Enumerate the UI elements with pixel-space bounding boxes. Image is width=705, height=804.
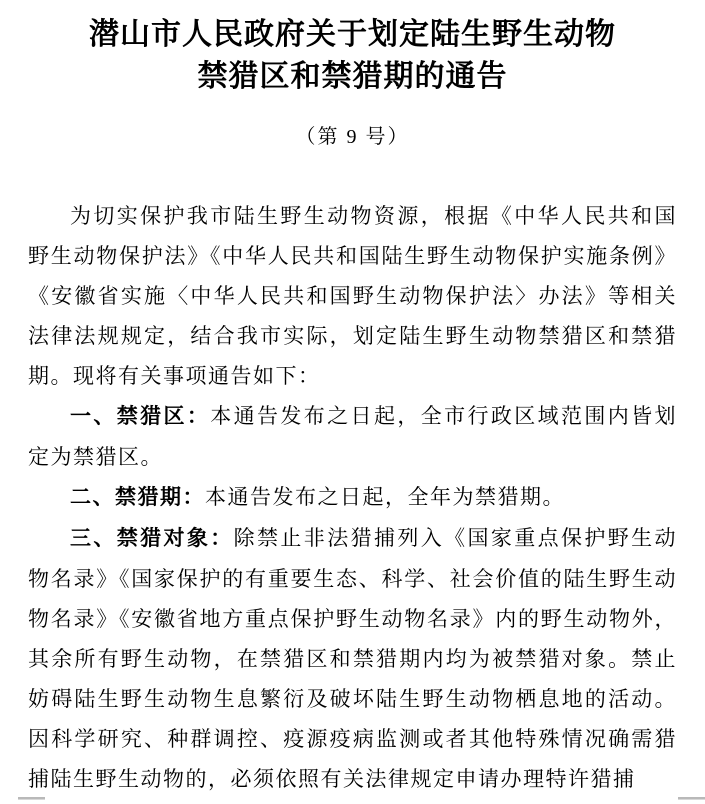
- document-title: [28, 14, 677, 98]
- paragraph-item-no-hunting-zone: [28, 396, 677, 477]
- issue-number: （第 9 号）: [295, 126, 410, 148]
- page-edge-mark-right: [678, 797, 705, 800]
- page-edge-mark-left: [18, 797, 45, 800]
- document-title-line-1: 潜山市人民政府关于划定陆生野生动物: [89, 18, 616, 51]
- paragraph-item-3-text: 除禁止非法猎捕列入《国家重点保护野生动物名录》《国家保护的有重要生态、科学、社会价值的陆生野生动物名录》《安徽省地方重点保护野生动物名录》内的野生动物外，其余所有野生动物，在禁猎区和禁猎期内均为被禁猎对象。禁止妨碍陆生野生动物生息繁衍及破坏陆生野生动物栖息地的活动。因科学研究、种群调控、疫源疫病监测或者其他特殊情况确需猎捕陆生野生动物的，必须依照有关法律规定申请办理特许猎捕: [28, 526, 678, 791]
- paragraph-item-3-lead: 三、禁猎对象：: [70, 527, 234, 550]
- paragraph-intro: [28, 196, 677, 396]
- paragraph-item-no-hunting-period: [28, 477, 677, 518]
- paragraph-item-protected-targets: [28, 518, 677, 799]
- paragraph-item-1-lead: 一、禁猎区：: [70, 405, 211, 428]
- document-title-line-2: 禁猎区和禁猎期的通告: [197, 60, 508, 93]
- paragraph-item-2-lead: 二、禁猎期：: [70, 486, 205, 509]
- paragraph-item-1-text: 本通告发布之日起，全市行政区域范围内皆划定为禁猎区。: [28, 404, 677, 469]
- paragraph-item-2-text: 本通告发布之日起，全年为禁猎期。: [205, 485, 565, 509]
- paragraph-intro-text: 为切实保护我市陆生野生动物资源，根据《中华人民共和国野生动物保护法》《中华人民共和国陆生野生动物保护实施条例》《安徽省实施〈中华人民共和国野生动物保护法〉办法》等相关法律法规规定，结合我市实际，划定陆生野生动物禁猎区和禁猎期。现将有关事项通告如下：: [28, 204, 677, 388]
- document-body: [28, 196, 677, 799]
